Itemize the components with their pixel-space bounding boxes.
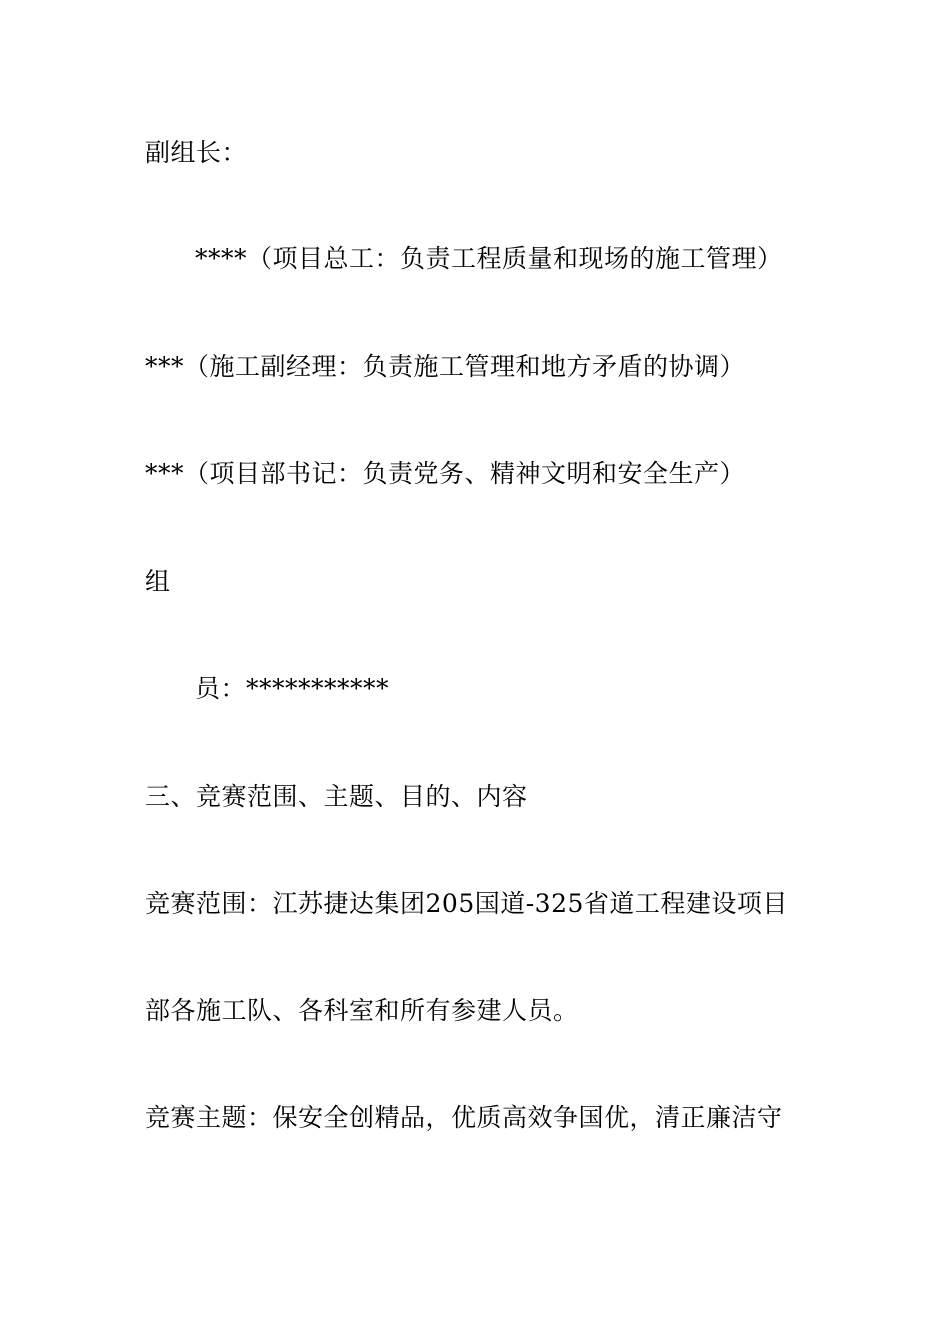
deputy-leader-heading: 副组长：	[145, 138, 248, 167]
section-three-heading: 三、竞赛范围、主题、目的、内容	[145, 782, 528, 811]
competition-theme: 竞赛主题：保安全创精品，优质高效争国优，清正廉洁守	[145, 1103, 783, 1132]
competition-scope-cont: 部各施工队、各科室和所有参建人员。	[145, 996, 579, 1025]
competition-scope: 竞赛范围：江苏捷达集团205国道-325省道工程建设项目	[145, 889, 788, 918]
deputy-leader-2: ***（施工副经理：负责施工管理和地方矛盾的协调）	[145, 352, 746, 381]
deputy-leader-1: ****（项目总工：负责工程质量和现场的施工管理）	[195, 244, 783, 273]
deputy-leader-3: ***（项目部书记：负责党务、精神文明和安全生产）	[145, 459, 746, 488]
members-heading: 组	[145, 567, 171, 596]
members-list: 员：***********	[195, 674, 390, 703]
